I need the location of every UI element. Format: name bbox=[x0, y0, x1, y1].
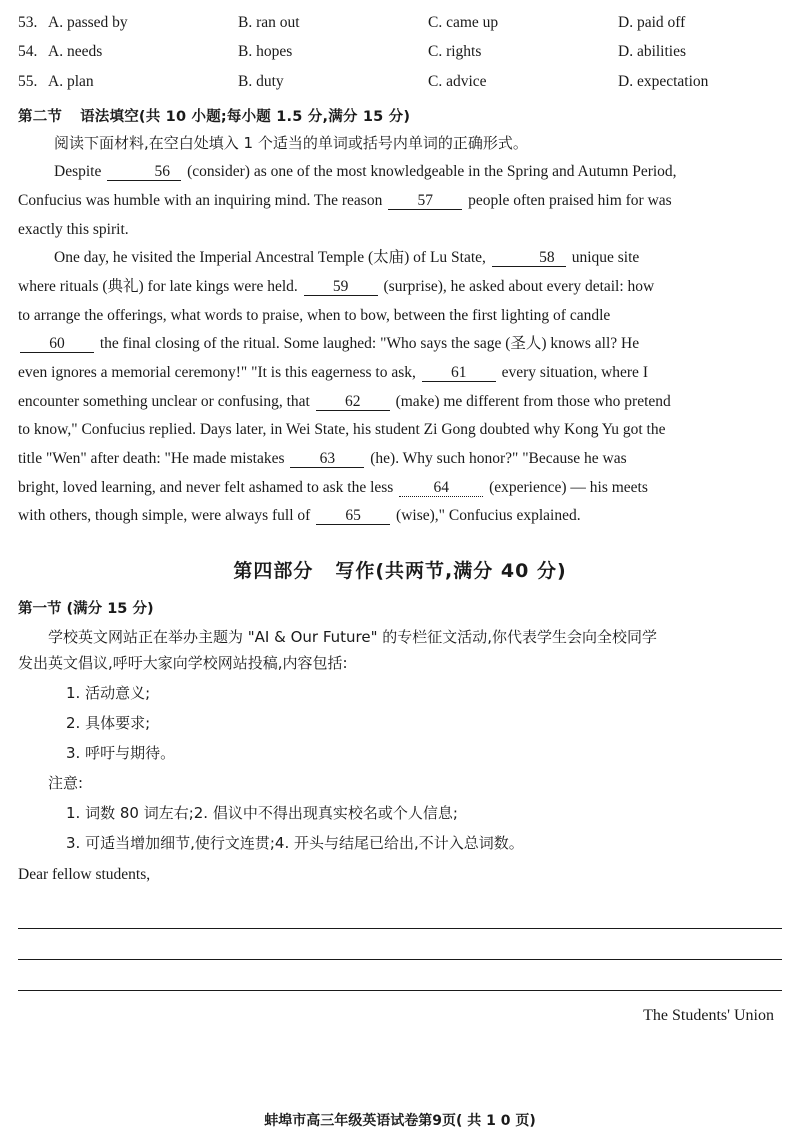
text-fragment: encounter something unclear or confusing, that bbox=[18, 392, 310, 410]
blank-60[interactable]: 60 bbox=[20, 335, 94, 353]
option-b[interactable]: B. hopes bbox=[238, 43, 293, 61]
part-title bbox=[18, 556, 782, 583]
text-fragment: bright, loved learning, and never felt ashamed to ask the less bbox=[18, 478, 394, 496]
blank-59[interactable]: 59 bbox=[304, 278, 378, 296]
blank-61[interactable]: 61 bbox=[422, 364, 496, 382]
notes-label: 注意: bbox=[48, 774, 84, 793]
salutation: Dear fellow students, bbox=[18, 866, 151, 884]
passage-line bbox=[18, 446, 782, 473]
list-item: 3. 呼吁与期待。 bbox=[66, 744, 176, 763]
text-fragment: unique site bbox=[571, 249, 640, 267]
table-row bbox=[18, 41, 782, 63]
text-fragment: (he). Why such honor?" "Because he was bbox=[370, 449, 627, 467]
text-fragment: the final closing of the ritual. Some laughed: "Who says the sage (圣人) knows all? He bbox=[99, 335, 640, 353]
passage-line bbox=[18, 331, 782, 358]
passage-line bbox=[18, 303, 782, 330]
passage-line bbox=[18, 475, 782, 502]
text-fragment: Despite bbox=[54, 163, 102, 181]
passage-line bbox=[18, 417, 782, 444]
blank-63[interactable]: 63 bbox=[290, 450, 364, 468]
text-fragment: One day, he visited the Imperial Ancestral Temple (太庙) of Lu State, bbox=[54, 249, 486, 267]
table-row bbox=[18, 71, 782, 93]
blank-62[interactable]: 62 bbox=[316, 393, 390, 411]
blank-56[interactable]: 56 bbox=[107, 163, 181, 181]
signature: The Students' Union bbox=[643, 1007, 774, 1025]
text-fragment: every situation, where I bbox=[501, 364, 648, 381]
passage-paragraph-2 bbox=[18, 245, 782, 272]
text-fragment: (experience) — his meets bbox=[489, 478, 648, 496]
option-c[interactable]: C. rights bbox=[428, 43, 482, 61]
text-fragment: title "Wen" after death: "He made mistakes bbox=[18, 449, 285, 467]
passage-line bbox=[18, 360, 782, 387]
text-fragment: (surprise), he asked about every detail: how bbox=[383, 278, 655, 296]
option-d[interactable]: D. paid off bbox=[618, 14, 686, 31]
cloze-passage bbox=[18, 159, 782, 530]
list-item: 2. 具体要求; bbox=[66, 714, 151, 733]
writing-prompt-line: 发出英文倡议,呼吁大家向学校网站投稿,内容包括: bbox=[18, 654, 348, 673]
option-c[interactable]: C. advice bbox=[428, 72, 487, 90]
text-fragment: (make) me different from those who pretend bbox=[395, 392, 671, 410]
question-number: 55. bbox=[18, 72, 38, 90]
section-heading bbox=[18, 105, 782, 126]
answer-line[interactable] bbox=[18, 898, 782, 929]
blank-57[interactable]: 57 bbox=[388, 192, 462, 210]
passage-line bbox=[18, 188, 782, 215]
option-d[interactable]: D. expectation bbox=[618, 72, 709, 90]
page-content bbox=[18, 12, 782, 1025]
part-title-right: 写作(共两节,满分 40 分) bbox=[335, 559, 567, 582]
text-fragment: even ignores a memorial ceremony!" "It is this eagerness to ask, bbox=[18, 364, 416, 381]
passage-line bbox=[18, 274, 782, 301]
text-fragment: Confucius was humble with an inquiring mind. The reason bbox=[18, 192, 383, 210]
answer-lines[interactable] bbox=[18, 898, 782, 991]
question-number: 54. bbox=[18, 43, 38, 61]
option-d[interactable]: D. abilities bbox=[618, 43, 687, 61]
list-item: 1. 活动意义; bbox=[66, 684, 151, 703]
section-title: 语法填空(共 10 小题;每小题 1.5 分,满分 15 分) bbox=[80, 109, 411, 126]
option-a[interactable]: A. plan bbox=[48, 72, 94, 90]
blank-58[interactable]: 58 bbox=[492, 249, 566, 267]
note-item: 1. 词数 80 词左右;2. 倡议中不得出现真实校名或个人信息; bbox=[66, 804, 458, 823]
section-instruction: 阅读下面材料,在空白处填入 1 个适当的单词或括号内单词的正确形式。 bbox=[54, 134, 528, 153]
option-c[interactable]: C. came up bbox=[428, 14, 499, 31]
question-number: 53. bbox=[18, 14, 38, 31]
writing-section-heading: 第一节 (满分 15 分) bbox=[18, 600, 154, 617]
text-fragment: to know," Confucius replied. Days later, in Wei State, his student Zi Gong doubted why Kong Yu got the bbox=[18, 421, 666, 439]
writing-prompt bbox=[18, 624, 782, 677]
blank-64[interactable]: 64 bbox=[399, 479, 483, 497]
writing-prompt-line: 学校英文网站正在举办主题为 "AI & Our Future" 的专栏征文活动,你代表学生会向全校同学 bbox=[48, 627, 658, 646]
passage-paragraph-1 bbox=[18, 159, 782, 186]
answer-line[interactable] bbox=[18, 929, 782, 960]
text-fragment: with others, though simple, were always full of bbox=[18, 507, 311, 525]
passage-line bbox=[18, 389, 782, 416]
text-fragment: people often praised him for was bbox=[468, 192, 672, 210]
text-fragment: exactly this spirit. bbox=[18, 220, 129, 238]
option-b[interactable]: B. ran out bbox=[238, 14, 300, 31]
part-title-left: 第四部分 bbox=[233, 559, 314, 582]
option-a[interactable]: A. needs bbox=[48, 43, 103, 61]
text-fragment: (wise)," Confucius explained. bbox=[396, 507, 581, 525]
text-fragment: where rituals (典礼) for late kings were held. bbox=[18, 278, 298, 296]
text-fragment: (consider) as one of the most knowledgeable in the Spring and Autumn Period, bbox=[187, 163, 677, 181]
section-label: 第二节 bbox=[18, 109, 63, 126]
passage-line bbox=[18, 217, 782, 244]
passage-line bbox=[18, 503, 782, 530]
blank-65[interactable]: 65 bbox=[316, 507, 390, 525]
table-row bbox=[18, 12, 782, 34]
note-item: 3. 可适当增加细节,使行文连贯;4. 开头与结尾已给出,不计入总词数。 bbox=[66, 834, 524, 853]
option-a[interactable]: A. passed by bbox=[48, 14, 128, 31]
writing-points bbox=[18, 678, 782, 768]
page-footer: 蚌埠市高三年级英语试卷第9页( 共 1 0 页) bbox=[264, 1113, 536, 1129]
answer-line[interactable] bbox=[18, 960, 782, 991]
text-fragment: to arrange the offerings, what words to praise, when to bow, between the first lighting of candle bbox=[18, 306, 611, 324]
option-b[interactable]: B. duty bbox=[238, 72, 284, 90]
